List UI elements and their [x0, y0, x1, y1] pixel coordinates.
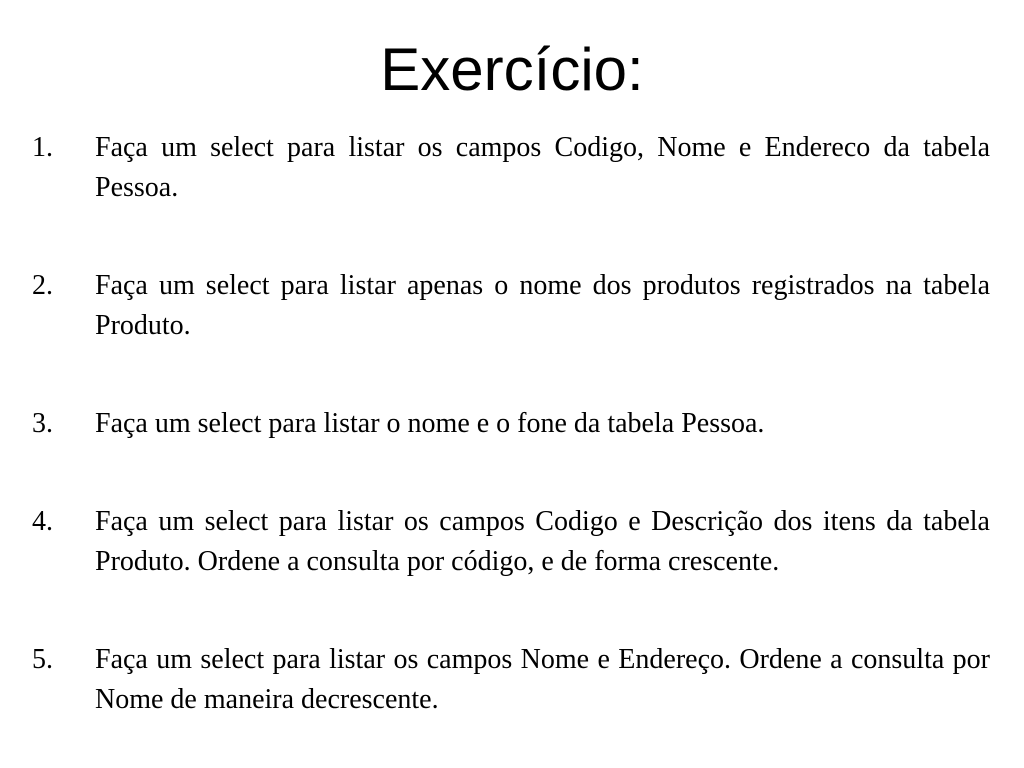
exercise-text: Faça um select para listar apenas o nome dos produtos registrados na tabela Produto.: [95, 270, 990, 341]
exercise-list: [32, 128, 990, 720]
exercise-number: 5.: [32, 644, 53, 675]
exercise-number: 4.: [32, 506, 53, 537]
exercise-item-1: [32, 128, 990, 208]
exercise-item-4: [32, 502, 990, 582]
exercise-text: Faça um select para listar os campos Codigo, Nome e Endereco da tabela Pessoa.: [95, 132, 990, 203]
exercise-text: Faça um select para listar os campos Codigo e Descrição dos itens da tabela Produto. Ordene a consulta por código, e de forma crescente.: [95, 506, 990, 577]
exercise-item-5: [32, 640, 990, 720]
exercise-number: 2.: [32, 270, 53, 301]
exercise-number: 1.: [32, 132, 53, 163]
exercise-text: Faça um select para listar o nome e o fone da tabela Pessoa.: [95, 408, 765, 439]
exercise-text: Faça um select para listar os campos Nome e Endereço. Ordene a consulta por Nome de maneira decrescente.: [95, 644, 990, 715]
exercise-number: 3.: [32, 408, 53, 439]
slide-title: Exercício:: [380, 36, 644, 103]
exercise-item-3: [32, 404, 990, 444]
exercise-item-2: [32, 266, 990, 346]
